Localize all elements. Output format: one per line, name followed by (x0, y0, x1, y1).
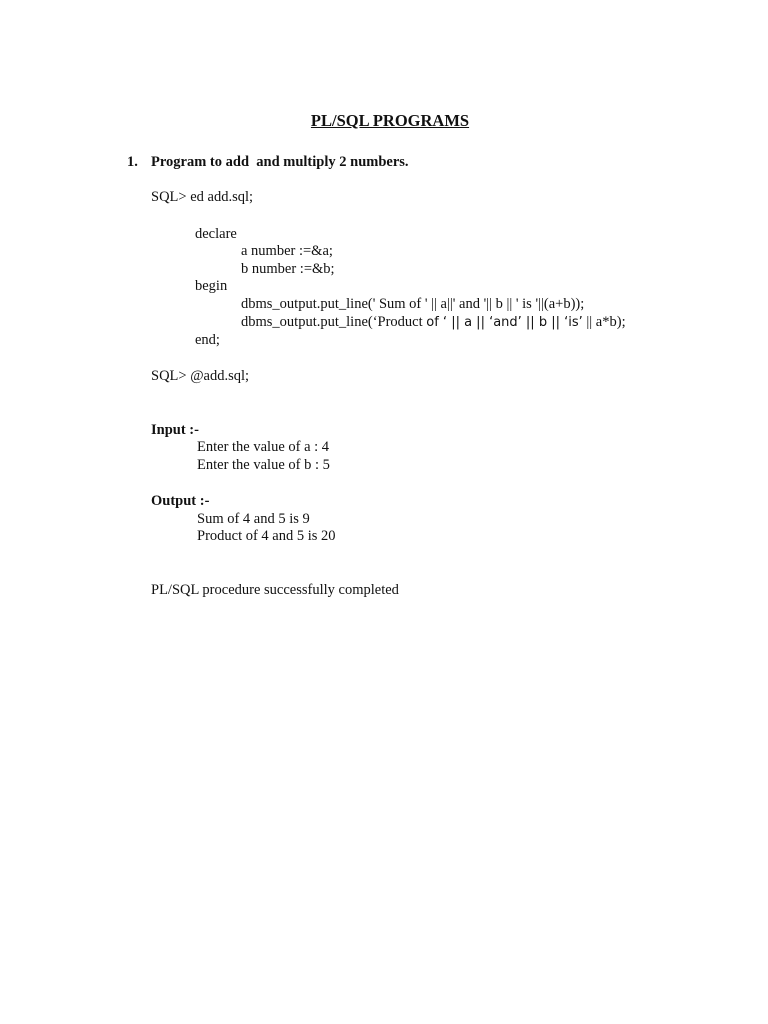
page-title: PL/SQL PROGRAMS (310, 111, 470, 130)
code-declare: declare (195, 226, 237, 242)
edit-command: SQL> ed add.sql; (151, 189, 254, 205)
code-put-line-product (241, 313, 626, 332)
section-heading: Program to add and multiply 2 numbers. (151, 154, 409, 170)
code-b-declaration: b number :=&b; (241, 261, 335, 277)
code-put-line-product-start: dbms_output.put_line(‘Product (241, 314, 427, 330)
output-line-product: Product of 4 and 5 is 20 (197, 528, 336, 544)
code-put-line-product-end: || a*b); (582, 314, 626, 330)
code-put-line-sum: dbms_output.put_line(' Sum of ' || a||' and '|| b || ' is '||(a+b)); (241, 296, 585, 312)
input-label: Input :- (151, 422, 199, 438)
run-command: SQL> @add.sql; (151, 368, 250, 384)
output-label: Output :- (151, 493, 210, 509)
completion-message: PL/SQL procedure successfully completed (151, 582, 399, 598)
code-a-declaration: a number :=&a; (241, 243, 333, 259)
input-line-b: Enter the value of b : 5 (197, 457, 330, 473)
code-end: end; (195, 332, 220, 348)
output-line-sum: Sum of 4 and 5 is 9 (197, 511, 310, 527)
code-put-line-product-mid: of ‘ || a || ‘and’ || b || ‘is’ (426, 315, 583, 330)
section-number: 1. (127, 154, 138, 170)
code-begin: begin (195, 278, 228, 294)
input-line-a: Enter the value of a : 4 (197, 439, 330, 455)
